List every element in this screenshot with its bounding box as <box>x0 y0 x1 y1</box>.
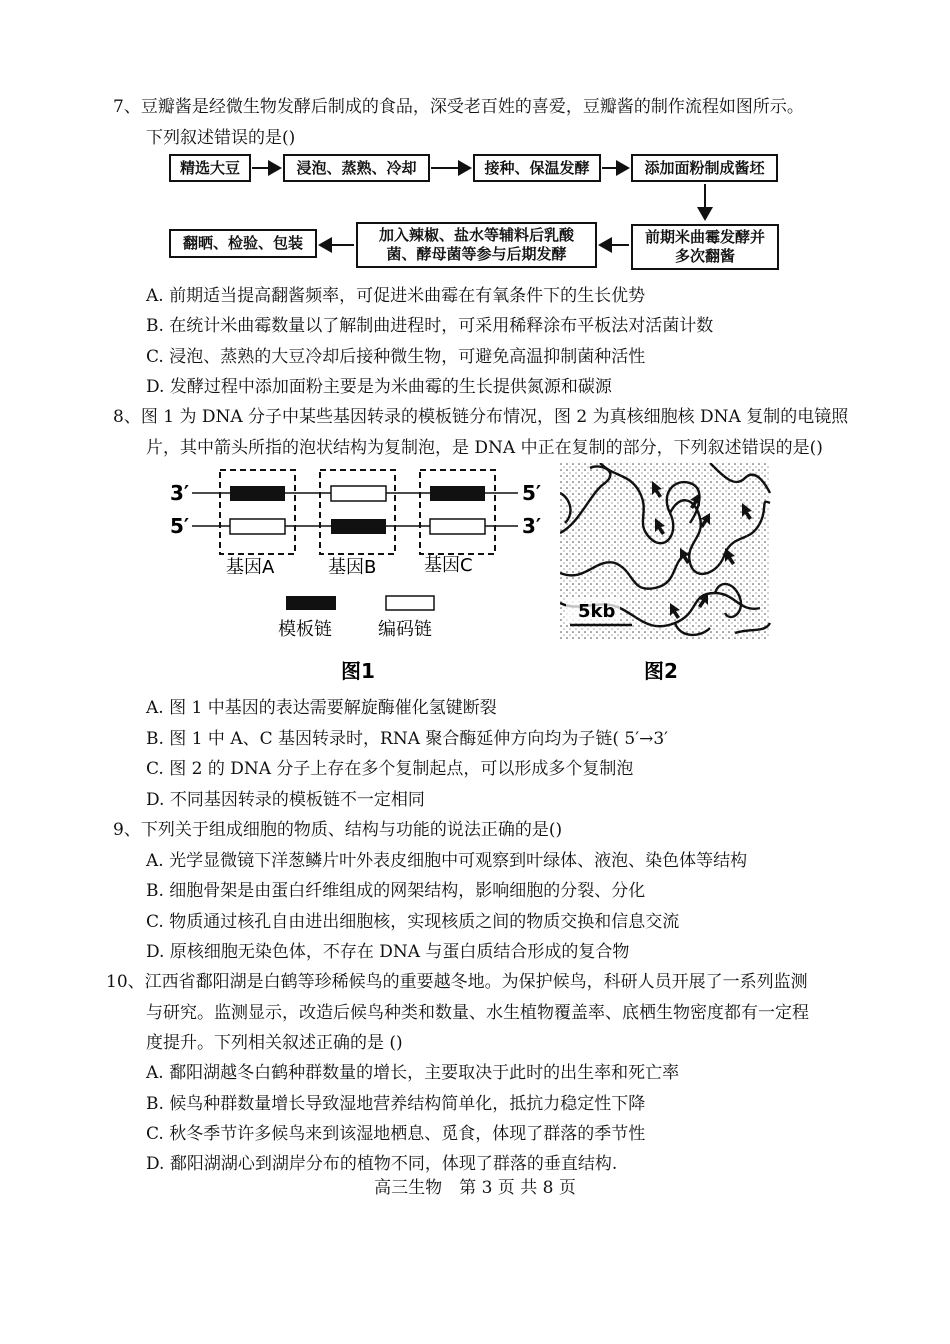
fig1-top-left-label: 3′ <box>170 481 190 505</box>
q8-option-b: B. 图 1 中 A、C 基因转录时，RNA 聚合酶延伸方向均为子链( 5′→3′ <box>146 729 669 749</box>
q9-option-c: C. 物质通过核孔自由进出细胞核，实现核质之间的物质交换和信息交流 <box>146 912 680 932</box>
fig1-gene-c-coding <box>430 519 485 534</box>
q10-stem-line3: 度提升。下列相关叙述正确的是 () <box>146 1033 403 1053</box>
q10-option-a: A. 鄱阳湖越冬白鹤种群数量的增长，主要取决于此时的出生率和死亡率 <box>146 1063 680 1083</box>
q7-option-d: D. 发酵过程中添加面粉主要是为米曲霉的生长提供氮源和碳源 <box>146 377 612 397</box>
q8-option-d: D. 不同基因转录的模板链不一定相同 <box>146 790 425 810</box>
flow-step-4: 添加面粉制成酱坯 <box>631 154 778 182</box>
fig1-bottom-left-label: 5′ <box>170 514 190 538</box>
flow-step-6-line2: 菌、酵母菌等参与后期发酵 <box>386 245 567 263</box>
q10-option-d: D. 鄱阳湖湖心到湖岸分布的植物不同，体现了群落的垂直结构. <box>146 1154 618 1174</box>
fig1-top-right-label: 5′ <box>522 481 542 505</box>
fig1-gene-c-label: 基因C <box>424 555 473 576</box>
q10-stem-line2: 与研究。监测显示，改造后候鸟种类和数量、水生植物覆盖率、底栖生物密度都有一定程 <box>146 1003 809 1023</box>
fig2-caption: 图2 <box>644 659 678 683</box>
fig1-legend-coding-swatch <box>386 596 434 610</box>
figure-2 <box>560 463 775 688</box>
fig1-gene-b-template <box>331 519 386 534</box>
q10-stem-line1: 10、江西省鄱阳湖是白鹤等珍稀候鸟的重要越冬地。为保护候鸟，科研人员开展了一系列监测 <box>106 972 808 992</box>
flow-step-7: 翻晒、检验、包装 <box>169 229 317 258</box>
q7-option-a: A. 前期适当提高翻酱频率，可促进米曲霉在有氧条件下的生长优势 <box>146 286 646 306</box>
page-footer: 高三生物 第 3 页 共 8 页 <box>374 1178 576 1198</box>
q9-option-a: A. 光学显微镜下洋葱鳞片叶外表皮细胞中可观察到叶绿体、液泡、染色体等结构 <box>146 851 748 871</box>
flow-step-2: 浸泡、蒸熟、冷却 <box>283 154 430 182</box>
flow-step-5-line2: 多次翻酱 <box>674 247 735 265</box>
fig1-gene-c-template <box>430 486 485 501</box>
fig1-legend-template-swatch <box>286 596 336 610</box>
fig1-legend-template-label: 模板链 <box>278 619 332 640</box>
flow-step-5-line1: 前期米曲霉发酵并 <box>644 228 765 246</box>
fig1-gene-b-box <box>320 470 395 554</box>
q7-option-c: C. 浸泡、蒸熟的大豆冷却后接种微生物，可避免高温抑制菌种活性 <box>146 347 646 367</box>
q7-option-b: B. 在统计米曲霉数量以了解制曲进程时，可采用稀释涂布平板法对活菌计数 <box>146 316 714 336</box>
fig1-caption: 图1 <box>341 659 375 683</box>
q10-option-b: B. 候鸟种群数量增长导致湿地营养结构简单化，抵抗力稳定性下降 <box>146 1094 646 1114</box>
fig1-gene-c-box <box>420 470 495 554</box>
fig1-gene-a-box <box>220 470 295 554</box>
q8-option-a: A. 图 1 中基因的表达需要解旋酶催化氢键断裂 <box>146 698 497 718</box>
q10-option-c: C. 秋冬季节许多候鸟来到该湿地栖息、觅食，体现了群落的季节性 <box>146 1124 646 1144</box>
fig1-gene-a-template <box>230 486 285 501</box>
fig1-bottom-right-label: 3′ <box>522 514 542 538</box>
flow-step-3: 接种、保温发酵 <box>473 154 601 182</box>
fig1-legend-coding-label: 编码链 <box>378 619 432 640</box>
q7-stem-line1: 7、豆瓣酱是经微生物发酵后制成的食品，深受老百姓的喜爱，豆瓣酱的制作流程如图所示。 <box>113 97 804 117</box>
q9-stem: 9、下列关于组成细胞的物质、结构与功能的说法正确的是() <box>113 820 563 840</box>
flow-arrows <box>0 0 950 300</box>
q8-option-c: C. 图 2 的 DNA 分子上存在多个复制起点，可以形成多个复制泡 <box>146 759 634 779</box>
fig1-gene-b-coding <box>331 486 386 501</box>
fig1-gene-a-label: 基因A <box>226 557 275 578</box>
q8-stem-line2: 片，其中箭头所指的泡状结构为复制泡，是 DNA 中正在复制的部分，下列叙述错误的是() <box>146 438 823 458</box>
figure-1 <box>160 460 550 690</box>
flow-step-6-line1: 加入辣椒、盐水等辅料后乳酸 <box>378 226 574 244</box>
flow-step-1: 精选大豆 <box>169 154 251 182</box>
q9-option-d: D. 原核细胞无染色体，不存在 DNA 与蛋白质结合形成的复合物 <box>146 942 630 962</box>
fig2-scale-label: 5kb <box>578 601 616 622</box>
q7-stem-line2: 下列叙述错误的是() <box>146 128 296 148</box>
fig1-gene-b-label: 基因B <box>328 557 377 578</box>
fig1-gene-a-coding <box>230 519 285 534</box>
q9-option-b: B. 细胞骨架是由蛋白纤维组成的网架结构，影响细胞的分裂、分化 <box>146 881 646 901</box>
q8-stem-line1: 8、图 1 为 DNA 分子中某些基因转录的模板链分布情况，图 2 为真核细胞核 DNA 复制的电镜照 <box>113 407 849 427</box>
